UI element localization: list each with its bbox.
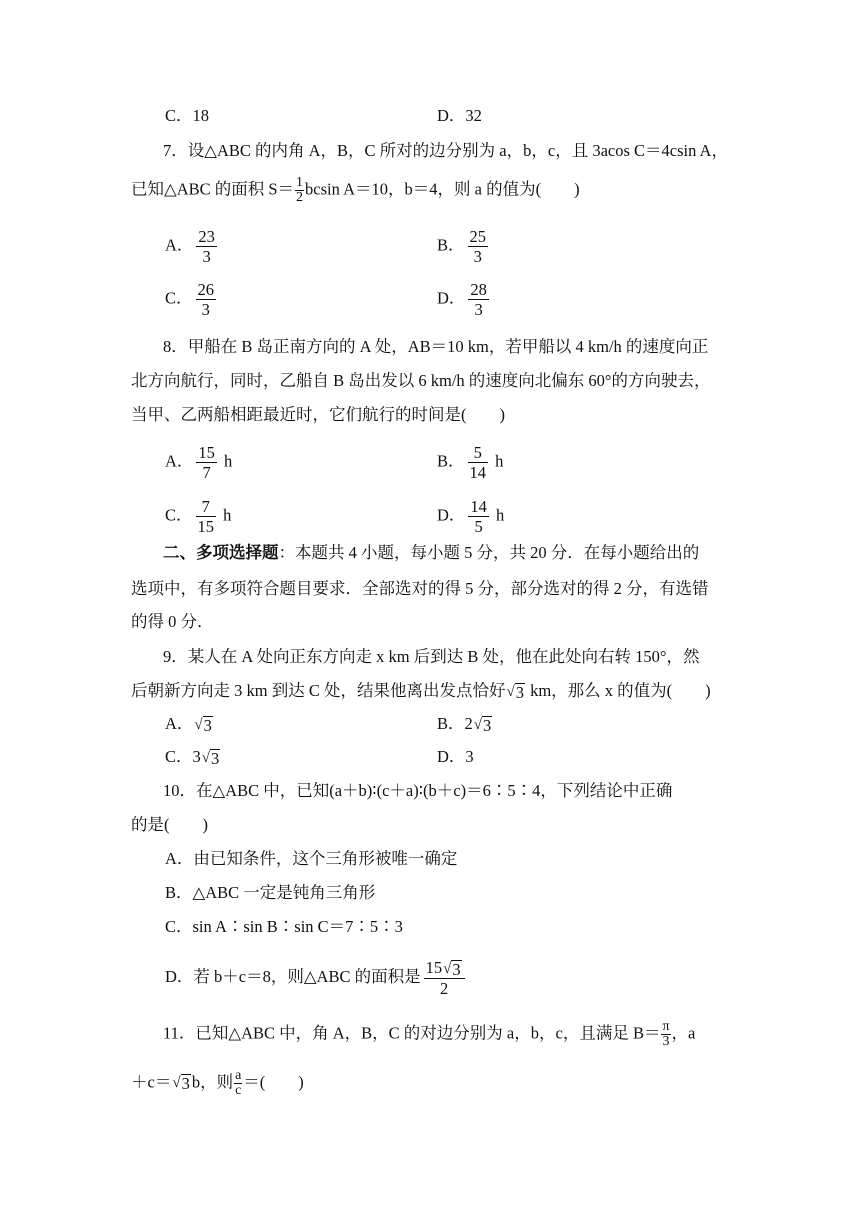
q7-text-post: bcsin A＝10，b＝4，则 a 的值为( )	[305, 179, 580, 199]
q7-option-b	[437, 227, 491, 266]
option-fraction	[196, 497, 217, 536]
radicand: 3	[452, 960, 461, 979]
pi-over-three-fraction	[661, 1020, 670, 1049]
fraction-numerator: 25	[469, 227, 487, 246]
option-fraction	[468, 497, 489, 536]
radicand: 3	[211, 749, 220, 768]
q8-stem-line2: 北方向航行，同时，乙船自 B 岛出发以 6 km/h 的速度向北偏东 60°的方向驶去，	[131, 371, 711, 390]
option-fraction	[196, 280, 217, 319]
q7-stem-line2	[131, 176, 580, 205]
q7-option-c	[165, 280, 219, 319]
fraction-denominator: 2	[439, 979, 449, 998]
option-label: D．	[437, 505, 466, 525]
fraction-numerator: 15	[198, 443, 215, 462]
fraction-denominator: 3	[201, 300, 210, 319]
option-label: A．	[165, 235, 194, 255]
q11-stem-line2	[131, 1069, 304, 1098]
q8-option-a	[165, 443, 232, 482]
q10-option-b: B．△ABC 一定是钝角三角形	[165, 883, 376, 902]
q10-option-a: A．由已知条件，这个三角形被唯一确定	[165, 849, 458, 868]
section2-line1	[163, 542, 699, 564]
option-label: C．	[165, 747, 193, 766]
q8-stem-line1: 8．甲船在 B 岛正南方向的 A 处，AB＝10 km，若甲船以 4 km/h 的速度向正	[163, 337, 709, 356]
option-label: A．	[165, 451, 194, 471]
coefficient: 2	[464, 714, 473, 733]
fraction-denominator: c	[235, 1083, 242, 1098]
radical-sign: √	[201, 750, 210, 766]
unit-label: h	[496, 505, 505, 525]
radical-sign: √	[443, 961, 452, 977]
option-fraction	[468, 280, 489, 319]
radicand: 3	[181, 1074, 190, 1094]
fraction-numerator: 1	[296, 175, 304, 190]
q7-half-fraction	[295, 176, 304, 205]
radical-sign: √	[194, 717, 203, 733]
fraction-numerator: 28	[470, 280, 487, 299]
q11-stem-line1	[163, 1020, 695, 1049]
q10-stem-line1: 10．在△ABC 中，已知(a＋b)∶(c＋a)∶(b＋c)＝6∶5∶4，下列结论中正确	[163, 781, 673, 800]
q9-text-post: km，那么 x 的值为( )	[525, 681, 711, 700]
a-over-c-fraction	[234, 1069, 242, 1098]
q10-option-c: C．sin A∶sin B∶sin C＝7∶5∶3	[165, 917, 403, 936]
radical-sign: √	[172, 1075, 181, 1092]
option-label: B．	[437, 714, 465, 733]
q8-stem-line3: 当甲、乙两船相距最近时，它们航行的时间是( )	[131, 405, 505, 424]
radical-sign: √	[473, 717, 482, 733]
radical-sign: √	[506, 684, 515, 700]
section-text: ：本题共 4 小题，每小题 5 分，共 20 分．在每小题给出的	[278, 543, 700, 562]
section-title: 二、多项选择题	[163, 543, 279, 562]
q11-text-mid: b，则	[191, 1072, 234, 1092]
q7-option-a	[165, 227, 220, 266]
q6-option-d: D．32	[437, 106, 482, 125]
section2-line2: 选项中，有多项符合题目要求．全部选对的得 5 分，部分选对的得 2 分，有选错	[131, 579, 709, 598]
sqrt-three	[194, 716, 212, 734]
fraction-denominator: 3	[474, 300, 483, 319]
unit-label: h	[224, 451, 233, 471]
q8-option-c	[165, 497, 231, 536]
coefficient: 3	[192, 747, 201, 766]
q8-option-d	[437, 497, 504, 536]
sqrt-three	[172, 1074, 190, 1092]
q10-stem-line2: 的是( )	[131, 815, 208, 834]
q11-text-post: ，a	[671, 1023, 696, 1043]
option-fraction	[196, 227, 217, 266]
q9-option-d: D．3	[437, 747, 474, 766]
fraction-denominator: 2	[296, 190, 304, 205]
q9-stem-line1: 9．某人在 A 处向正东方向走 x km 后到达 B 处，他在此处向右转 150°，然	[163, 647, 700, 666]
q11-text-pre: ＋c＝	[131, 1072, 172, 1092]
option-label: B．	[437, 451, 465, 471]
fraction-numerator: 7	[196, 497, 217, 517]
fraction-denominator: 14	[469, 463, 487, 482]
fraction-denominator: 3	[473, 247, 482, 266]
fraction-numerator: 14	[470, 497, 487, 516]
q9-option-b	[437, 713, 493, 735]
q7-option-d	[437, 280, 492, 319]
option-label: C．	[165, 288, 193, 308]
radicand: 3	[515, 683, 524, 702]
area-fraction	[424, 958, 465, 998]
option-label: A．	[165, 714, 194, 733]
q8-option-b	[437, 443, 503, 482]
q9-stem-line2	[131, 680, 711, 702]
section2-line3: 的得 0 分．	[131, 612, 214, 631]
q9-option-c	[165, 746, 221, 768]
q10-option-d	[165, 958, 468, 998]
fraction-denominator: 5	[474, 517, 483, 536]
option-label: B．	[437, 235, 465, 255]
sqrt-three	[506, 683, 524, 701]
unit-label: h	[223, 505, 232, 525]
radicand: 3	[203, 716, 212, 735]
q9-option-a	[165, 713, 214, 735]
option-label: D．	[437, 288, 466, 308]
fraction-numerator: a	[235, 1068, 242, 1083]
q10-option-d-text: D．若 b＋c＝8，则△ABC 的面积是	[165, 966, 421, 986]
fraction-denominator: 3	[202, 247, 211, 266]
fraction-denominator: 3	[662, 1034, 670, 1049]
fraction-denominator: 7	[202, 463, 211, 482]
q9-text-pre: 后朝新方向走 3 km 到达 C 处，结果他离出发点恰好	[131, 681, 506, 700]
fraction-numerator: π	[662, 1019, 670, 1034]
q7-stem-line1: 7．设△ABC 的内角 A，B，C 所对的边分别为 a，b，c，且 3acos C＝4csin A，	[163, 141, 728, 160]
option-fraction	[468, 227, 489, 266]
sqrt-three	[474, 716, 492, 734]
q11-text-post: ＝( )	[243, 1072, 304, 1092]
coefficient: 15	[425, 958, 443, 977]
q7-text-pre: 已知△ABC 的面积 S＝	[131, 179, 295, 199]
sqrt-three	[443, 960, 461, 978]
fraction-numerator: 5	[468, 443, 489, 463]
sqrt-three	[202, 749, 220, 767]
option-fraction	[196, 443, 217, 482]
fraction-numerator: 26	[197, 280, 215, 299]
unit-label: h	[495, 451, 504, 471]
fraction-numerator	[424, 958, 465, 979]
q6-option-c: C．18	[165, 106, 210, 125]
option-label: C．	[165, 505, 193, 525]
q11-text-pre: 11．已知△ABC 中，角 A，B，C 的对边分别为 a，b，c，且满足 B＝	[163, 1023, 661, 1043]
option-fraction	[468, 443, 489, 482]
fraction-denominator: 15	[197, 517, 215, 536]
fraction-numerator: 23	[198, 227, 215, 246]
radicand: 3	[483, 716, 492, 735]
